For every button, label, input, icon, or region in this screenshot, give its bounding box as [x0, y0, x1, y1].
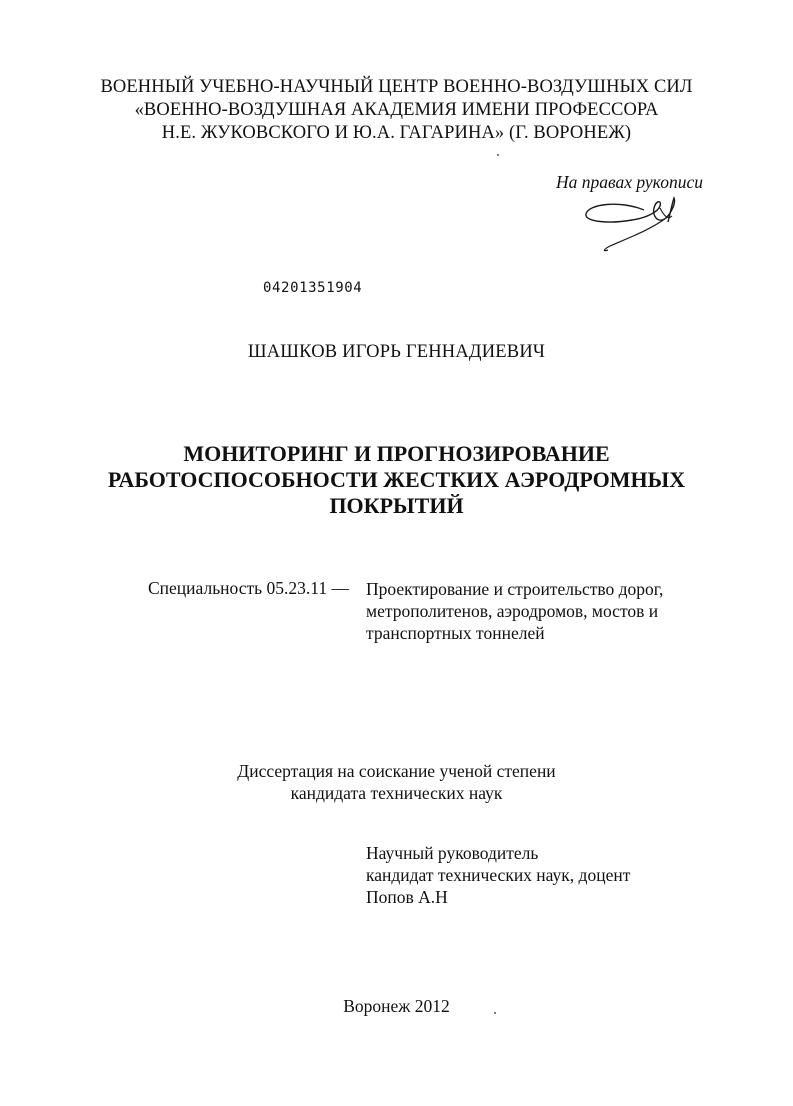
degree-line-2: кандидата технических наук [290, 783, 503, 803]
specialty-label: Специальность 05.23.11 — [148, 578, 349, 598]
title-line-1: МОНИТОРИНГ И ПРОГНОЗИРОВАНИЕ [183, 441, 610, 466]
document-number: 04201351904 [263, 280, 363, 296]
handwritten-signature [580, 194, 690, 260]
manuscript-note: На правах рукописи [556, 172, 703, 192]
organization-header [0, 76, 793, 145]
dissertation-title [0, 441, 793, 519]
org-line-3: Н.Е. ЖУКОВСКОГО И Ю.А. ГАГАРИНА» (Г. ВОРОНЕЖ) [161, 123, 632, 143]
specialty-line-2: метрополитенов, аэродромов, мостов и [366, 601, 659, 621]
org-line-2: «ВОЕННО-ВОЗДУШНАЯ АКАДЕМИЯ ИМЕНИ ПРОФЕССОРА [134, 100, 659, 120]
author-name: ШАШКОВ ИГОРЬ ГЕННАДИЕВИЧ [247, 342, 546, 362]
scientific-adviser [366, 842, 630, 908]
title-line-3: ПОКРЫТИЙ [329, 493, 464, 518]
city-year: Воронеж 2012 [343, 996, 450, 1016]
adviser-line-3: Попов А.Н [366, 887, 448, 907]
adviser-line-2: кандидат технических наук, доцент [366, 865, 631, 885]
dissertation-degree [0, 760, 793, 804]
adviser-line-1: Научный руководитель [366, 843, 539, 863]
specialty-line-3: транспортных тоннелей [366, 623, 545, 643]
org-line-1: ВОЕННЫЙ УЧЕБНО-НАУЧНЫЙ ЦЕНТР ВОЕННО-ВОЗДУШНЫХ СИЛ [100, 77, 693, 97]
specialty-line-1: Проектирование и строительство дорог, [366, 579, 664, 599]
title-line-2: РАБОТОСПОСОБНОСТИ ЖЕСТКИХ АЭРОДРОМНЫХ [107, 467, 686, 492]
scan-speck [497, 154, 499, 156]
specialty-description [366, 578, 726, 644]
degree-line-1: Диссертация на соискание ученой степени [237, 761, 556, 781]
scan-speck [494, 1012, 496, 1014]
